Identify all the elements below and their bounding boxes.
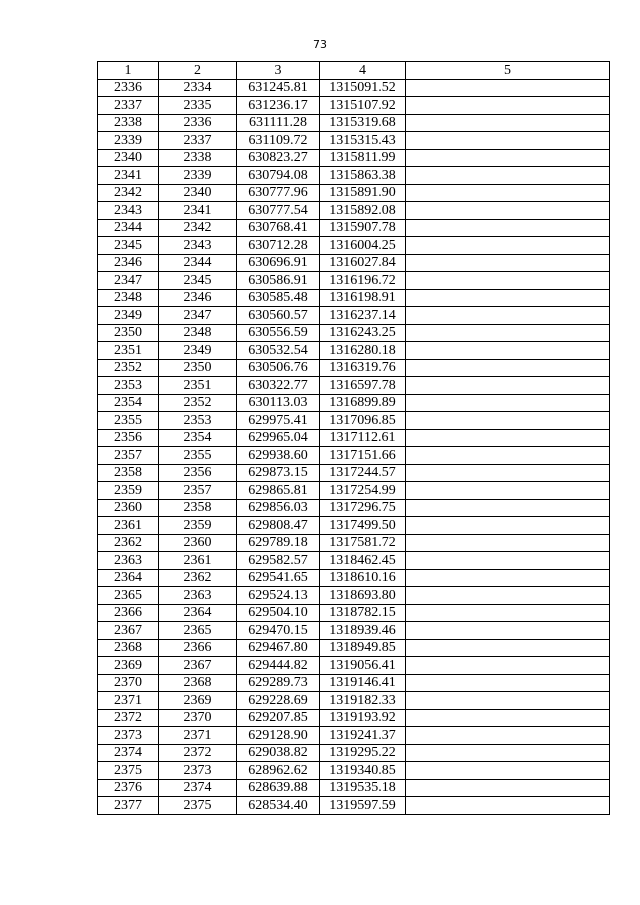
- table-row: [98, 517, 610, 535]
- table-row: [98, 639, 610, 657]
- table-cell-col4: 1319241.37: [320, 727, 406, 745]
- table-row: [98, 272, 610, 290]
- table-cell-col3: 629467.80: [237, 639, 320, 657]
- table-cell-col4: 1318693.80: [320, 587, 406, 605]
- table-cell-col1: 2373: [98, 727, 159, 745]
- table-cell-col5: [406, 394, 610, 412]
- table-cell-col5: [406, 569, 610, 587]
- table-cell-col2: 2355: [159, 447, 237, 465]
- table-cell-col2: 2375: [159, 797, 237, 815]
- table-cell-col4: 1315907.78: [320, 219, 406, 237]
- table-cell-col3: 629873.15: [237, 464, 320, 482]
- table-cell-col5: [406, 499, 610, 517]
- table-cell-col1: 2340: [98, 149, 159, 167]
- table-cell-col2: 2334: [159, 79, 237, 97]
- table-cell-col2: 2366: [159, 639, 237, 657]
- table-cell-col1: 2348: [98, 289, 159, 307]
- table-cell-col1: 2361: [98, 517, 159, 535]
- table-cell-col2: 2343: [159, 237, 237, 255]
- table-cell-col5: [406, 272, 610, 290]
- table-cell-col3: 628534.40: [237, 797, 320, 815]
- table-cell-col4: 1319340.85: [320, 762, 406, 780]
- table-cell-col2: 2370: [159, 709, 237, 727]
- table-cell-col3: 631236.17: [237, 97, 320, 115]
- table-row: [98, 377, 610, 395]
- column-header-2: 2: [159, 62, 237, 80]
- table-cell-col5: [406, 447, 610, 465]
- table-row: [98, 569, 610, 587]
- table-cell-col3: 630560.57: [237, 307, 320, 325]
- table-row: [98, 587, 610, 605]
- table-row: [98, 97, 610, 115]
- table-cell-col3: 629582.57: [237, 552, 320, 570]
- table-cell-col5: [406, 552, 610, 570]
- column-header-3: 3: [237, 62, 320, 80]
- table-cell-col4: 1315811.99: [320, 149, 406, 167]
- table-cell-col5: [406, 429, 610, 447]
- table-cell-col3: 630823.27: [237, 149, 320, 167]
- table-cell-col2: 2369: [159, 692, 237, 710]
- table-cell-col3: 630532.54: [237, 342, 320, 360]
- table-row: [98, 359, 610, 377]
- table-cell-col3: 630768.41: [237, 219, 320, 237]
- table-cell-col2: 2344: [159, 254, 237, 272]
- table-cell-col2: 2338: [159, 149, 237, 167]
- table-row: [98, 534, 610, 552]
- table-cell-col4: 1318462.45: [320, 552, 406, 570]
- table-cell-col4: 1315107.92: [320, 97, 406, 115]
- table-cell-col5: [406, 622, 610, 640]
- table-row: [98, 744, 610, 762]
- table-cell-col4: 1315319.68: [320, 114, 406, 132]
- table-cell-col5: [406, 377, 610, 395]
- table-cell-col1: 2341: [98, 167, 159, 185]
- table-row: [98, 254, 610, 272]
- table-cell-col2: 2356: [159, 464, 237, 482]
- table-cell-col4: 1319295.22: [320, 744, 406, 762]
- table-cell-col3: 630777.54: [237, 202, 320, 220]
- table-cell-col2: 2364: [159, 604, 237, 622]
- table-cell-col2: 2359: [159, 517, 237, 535]
- table-cell-col2: 2372: [159, 744, 237, 762]
- table-row: [98, 762, 610, 780]
- table-row: [98, 412, 610, 430]
- table-cell-col4: 1316280.18: [320, 342, 406, 360]
- table-cell-col5: [406, 482, 610, 500]
- table-cell-col2: 2363: [159, 587, 237, 605]
- table-row: [98, 219, 610, 237]
- table-cell-col3: 629789.18: [237, 534, 320, 552]
- table-row: [98, 167, 610, 185]
- table-cell-col2: 2341: [159, 202, 237, 220]
- table-cell-col4: 1315315.43: [320, 132, 406, 150]
- table-cell-col3: 631245.81: [237, 79, 320, 97]
- table-cell-col2: 2336: [159, 114, 237, 132]
- table-cell-col5: [406, 464, 610, 482]
- table-cell-col2: 2349: [159, 342, 237, 360]
- table-cell-col5: [406, 132, 610, 150]
- table-cell-col1: 2354: [98, 394, 159, 412]
- table-cell-col1: 2345: [98, 237, 159, 255]
- table-cell-col2: 2361: [159, 552, 237, 570]
- table-cell-col3: 629938.60: [237, 447, 320, 465]
- table-row: [98, 202, 610, 220]
- column-header-4: 4: [320, 62, 406, 80]
- table-cell-col5: [406, 657, 610, 675]
- table-cell-col1: 2375: [98, 762, 159, 780]
- table-cell-col1: 2344: [98, 219, 159, 237]
- table-cell-col4: 1315892.08: [320, 202, 406, 220]
- table-cell-col1: 2343: [98, 202, 159, 220]
- table-cell-col2: 2365: [159, 622, 237, 640]
- table-cell-col1: 2347: [98, 272, 159, 290]
- table-cell-col5: [406, 587, 610, 605]
- table-cell-col4: 1318949.85: [320, 639, 406, 657]
- table-row: [98, 307, 610, 325]
- table-cell-col1: 2358: [98, 464, 159, 482]
- table-cell-col3: 629856.03: [237, 499, 320, 517]
- table-cell-col1: 2365: [98, 587, 159, 605]
- table-cell-col5: [406, 289, 610, 307]
- table-cell-col4: 1319597.59: [320, 797, 406, 815]
- table-cell-col4: 1315091.52: [320, 79, 406, 97]
- table-cell-col5: [406, 307, 610, 325]
- table-cell-col4: 1317112.61: [320, 429, 406, 447]
- table-cell-col4: 1316899.89: [320, 394, 406, 412]
- table-cell-col2: 2340: [159, 184, 237, 202]
- table-cell-col2: 2360: [159, 534, 237, 552]
- table-cell-col1: 2342: [98, 184, 159, 202]
- table-cell-col5: [406, 202, 610, 220]
- table-cell-col5: [406, 639, 610, 657]
- table-cell-col5: [406, 342, 610, 360]
- table-cell-col4: 1317151.66: [320, 447, 406, 465]
- table-cell-col3: 629128.90: [237, 727, 320, 745]
- table-cell-col3: 629289.73: [237, 674, 320, 692]
- table-cell-col5: [406, 114, 610, 132]
- table-cell-col5: [406, 97, 610, 115]
- table-cell-col5: [406, 324, 610, 342]
- table-cell-col3: 629541.65: [237, 569, 320, 587]
- table-cell-col5: [406, 149, 610, 167]
- table-cell-col3: 630712.28: [237, 237, 320, 255]
- table-cell-col2: 2347: [159, 307, 237, 325]
- table-cell-col4: 1316319.76: [320, 359, 406, 377]
- table-cell-col4: 1317096.85: [320, 412, 406, 430]
- table-cell-col2: 2352: [159, 394, 237, 412]
- table-row: [98, 184, 610, 202]
- table-cell-col3: 630585.48: [237, 289, 320, 307]
- coordinates-table: [97, 61, 610, 815]
- table-cell-col1: 2367: [98, 622, 159, 640]
- table-cell-col3: 629865.81: [237, 482, 320, 500]
- table-row: [98, 342, 610, 360]
- table-cell-col4: 1316237.14: [320, 307, 406, 325]
- table-cell-col5: [406, 727, 610, 745]
- table-cell-col3: 629444.82: [237, 657, 320, 675]
- table-cell-col2: 2354: [159, 429, 237, 447]
- table-row: [98, 149, 610, 167]
- column-header-1: 1: [98, 62, 159, 80]
- page-number: 73: [313, 38, 327, 51]
- table-body: [98, 79, 610, 814]
- table-cell-col3: 630556.59: [237, 324, 320, 342]
- table-cell-col3: 630586.91: [237, 272, 320, 290]
- table-row: [98, 709, 610, 727]
- table-cell-col3: 629975.41: [237, 412, 320, 430]
- table-cell-col5: [406, 779, 610, 797]
- table-row: [98, 482, 610, 500]
- table-cell-col2: 2335: [159, 97, 237, 115]
- table-cell-col5: [406, 79, 610, 97]
- table-cell-col4: 1316243.25: [320, 324, 406, 342]
- table-cell-col3: 629207.85: [237, 709, 320, 727]
- table-cell-col2: 2357: [159, 482, 237, 500]
- table-cell-col4: 1317581.72: [320, 534, 406, 552]
- table-cell-col1: 2356: [98, 429, 159, 447]
- table-cell-col5: [406, 674, 610, 692]
- table-cell-col4: 1316027.84: [320, 254, 406, 272]
- table-cell-col4: 1316004.25: [320, 237, 406, 255]
- table-row: [98, 797, 610, 815]
- table-cell-col5: [406, 534, 610, 552]
- table-cell-col4: 1319146.41: [320, 674, 406, 692]
- table-cell-col4: 1316198.91: [320, 289, 406, 307]
- table-cell-col5: [406, 254, 610, 272]
- table-cell-col4: 1319182.33: [320, 692, 406, 710]
- table-cell-col5: [406, 219, 610, 237]
- table-cell-col3: 631109.72: [237, 132, 320, 150]
- table-row: [98, 779, 610, 797]
- table-cell-col1: 2374: [98, 744, 159, 762]
- table-row: [98, 429, 610, 447]
- table-cell-col5: [406, 604, 610, 622]
- table-cell-col4: 1317499.50: [320, 517, 406, 535]
- table-cell-col3: 629038.82: [237, 744, 320, 762]
- table-cell-col5: [406, 762, 610, 780]
- table-cell-col3: 629228.69: [237, 692, 320, 710]
- table-cell-col1: 2363: [98, 552, 159, 570]
- table-cell-col2: 2339: [159, 167, 237, 185]
- table-cell-col4: 1317296.75: [320, 499, 406, 517]
- table-row: [98, 657, 610, 675]
- table-cell-col5: [406, 692, 610, 710]
- table-cell-col5: [406, 709, 610, 727]
- table-cell-col2: 2348: [159, 324, 237, 342]
- table-cell-col2: 2342: [159, 219, 237, 237]
- table-cell-col5: [406, 797, 610, 815]
- table-row: [98, 132, 610, 150]
- table-cell-col5: [406, 167, 610, 185]
- table-cell-col1: 2369: [98, 657, 159, 675]
- table-cell-col1: 2339: [98, 132, 159, 150]
- table-cell-col5: [406, 184, 610, 202]
- table-row: [98, 394, 610, 412]
- table-cell-col2: 2358: [159, 499, 237, 517]
- table-cell-col3: 630696.91: [237, 254, 320, 272]
- table-cell-col5: [406, 412, 610, 430]
- table-cell-col3: 629808.47: [237, 517, 320, 535]
- table-cell-col1: 2359: [98, 482, 159, 500]
- table-cell-col4: 1318939.46: [320, 622, 406, 640]
- table-cell-col3: 630506.76: [237, 359, 320, 377]
- table-cell-col1: 2370: [98, 674, 159, 692]
- table-cell-col1: 2349: [98, 307, 159, 325]
- table-cell-col3: 629965.04: [237, 429, 320, 447]
- table-cell-col1: 2351: [98, 342, 159, 360]
- table-cell-col3: 629470.15: [237, 622, 320, 640]
- table-cell-col2: 2371: [159, 727, 237, 745]
- table-row: [98, 622, 610, 640]
- table-cell-col4: 1315891.90: [320, 184, 406, 202]
- table-cell-col1: 2376: [98, 779, 159, 797]
- table-cell-col2: 2351: [159, 377, 237, 395]
- table-cell-col1: 2337: [98, 97, 159, 115]
- table-cell-col1: 2346: [98, 254, 159, 272]
- table-cell-col5: [406, 237, 610, 255]
- table-row: [98, 499, 610, 517]
- table-cell-col1: 2338: [98, 114, 159, 132]
- table-cell-col1: 2366: [98, 604, 159, 622]
- table-cell-col4: 1316196.72: [320, 272, 406, 290]
- table-cell-col2: 2374: [159, 779, 237, 797]
- table-row: [98, 237, 610, 255]
- table-cell-col4: 1319535.18: [320, 779, 406, 797]
- table-cell-col1: 2355: [98, 412, 159, 430]
- table-cell-col1: 2372: [98, 709, 159, 727]
- table-cell-col3: 631111.28: [237, 114, 320, 132]
- table-cell-col3: 629524.13: [237, 587, 320, 605]
- table-cell-col2: 2362: [159, 569, 237, 587]
- table-cell-col3: 630322.77: [237, 377, 320, 395]
- table-cell-col3: 628962.62: [237, 762, 320, 780]
- table-cell-col1: 2350: [98, 324, 159, 342]
- table-row: [98, 692, 610, 710]
- table-row: [98, 727, 610, 745]
- table-cell-col1: 2357: [98, 447, 159, 465]
- table-cell-col2: 2337: [159, 132, 237, 150]
- table-cell-col3: 630113.03: [237, 394, 320, 412]
- table-cell-col3: 630777.96: [237, 184, 320, 202]
- table-cell-col4: 1318610.16: [320, 569, 406, 587]
- table-row: [98, 114, 610, 132]
- table-row: [98, 464, 610, 482]
- table-row: [98, 324, 610, 342]
- table-cell-col2: 2346: [159, 289, 237, 307]
- column-header-5: 5: [406, 62, 610, 80]
- table-cell-col2: 2350: [159, 359, 237, 377]
- table-cell-col2: 2353: [159, 412, 237, 430]
- table-row: [98, 552, 610, 570]
- table-cell-col2: 2368: [159, 674, 237, 692]
- table-cell-col1: 2377: [98, 797, 159, 815]
- table-cell-col1: 2364: [98, 569, 159, 587]
- table-cell-col1: 2353: [98, 377, 159, 395]
- table-header-row: [98, 62, 610, 80]
- table-cell-col3: 628639.88: [237, 779, 320, 797]
- table-cell-col1: 2362: [98, 534, 159, 552]
- table-row: [98, 674, 610, 692]
- table-cell-col5: [406, 744, 610, 762]
- table-row: [98, 289, 610, 307]
- table-cell-col4: 1317244.57: [320, 464, 406, 482]
- table-cell-col2: 2345: [159, 272, 237, 290]
- table-cell-col1: 2368: [98, 639, 159, 657]
- table-cell-col5: [406, 517, 610, 535]
- table-cell-col4: 1315863.38: [320, 167, 406, 185]
- table-cell-col1: 2352: [98, 359, 159, 377]
- table-cell-col4: 1317254.99: [320, 482, 406, 500]
- table-cell-col4: 1319056.41: [320, 657, 406, 675]
- table-row: [98, 79, 610, 97]
- table-row: [98, 447, 610, 465]
- table-cell-col1: 2360: [98, 499, 159, 517]
- table-cell-col3: 629504.10: [237, 604, 320, 622]
- table-cell-col2: 2373: [159, 762, 237, 780]
- table-cell-col3: 630794.08: [237, 167, 320, 185]
- table-cell-col2: 2367: [159, 657, 237, 675]
- table-cell-col4: 1318782.15: [320, 604, 406, 622]
- table-cell-col4: 1319193.92: [320, 709, 406, 727]
- table-cell-col1: 2336: [98, 79, 159, 97]
- table-row: [98, 604, 610, 622]
- table-cell-col5: [406, 359, 610, 377]
- table-cell-col4: 1316597.78: [320, 377, 406, 395]
- table-cell-col1: 2371: [98, 692, 159, 710]
